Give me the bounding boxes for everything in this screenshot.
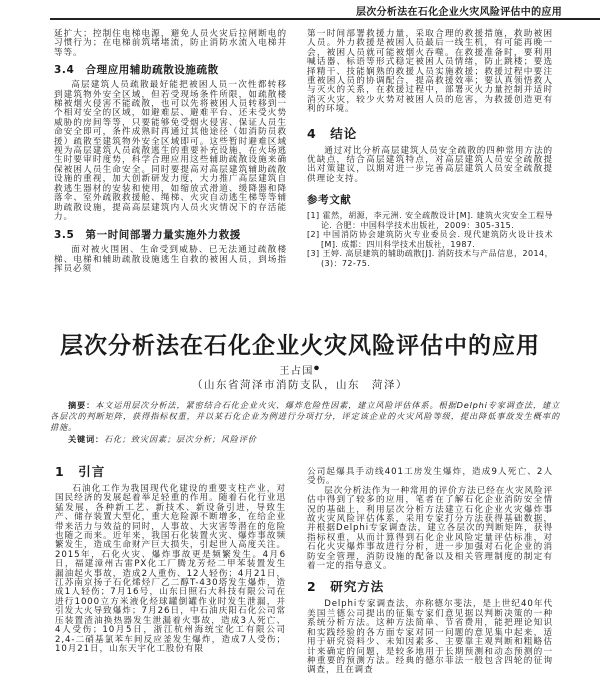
paragraph: 层次分析法作为一种常用的评价方法已经在火灾风险评估中得到了较多的应用，笔者在了解石化企业消防安全情况的基础上，利用层次分析方法建立石化企业火灾爆炸事故火灾风险评估体系，采用专家打分方法获得基础数据，并根据Delphi专家调查法，建立各层次的判断矩阵，获得指标权重，从而计算得到石化企业风险定量评估标准，对石化火灾爆炸事故进行分析，进一步加强对石化企业的消防安全管理，消防设施的配备以及相关管理制度的制定有着一定的指导意义。 — [307, 485, 553, 572]
prev-article-right-column — [307, 30, 553, 269]
keywords-label: 关键词： — [68, 434, 104, 444]
section-heading-2: 2 研究方法 — [307, 579, 385, 595]
prev-article-left-column — [54, 30, 287, 275]
abstract-label: 摘要： — [68, 400, 96, 410]
running-header: 层次分析法在石化企业火灾风险评估中的应用 — [356, 7, 562, 18]
section-heading-1: 1 引言 — [55, 464, 106, 479]
reference-item: [2] 中国消防协会建筑防火专业委员会. 现代建筑防火设计技术[M]. 成都：四川科学技术出版社，1987. — [307, 230, 553, 249]
paragraph: 通过对比分析高层建筑人员安全疏散的四种常用方法的优缺点，结合高层建筑特点，对高层建筑人员安全疏散提出对策建议，以期对进一步完善高层建筑人员安全疏散提供理论支持。 — [307, 145, 553, 184]
paragraph: 延扩大；控制住电梯电源，避免人员火灾后拉闸断电的习惯行为；在电梯前筑堵堵流，防止消防水流入电梯井等等。 — [54, 29, 287, 58]
article-title: 层次分析法在石化企业火灾风险评估中的应用 — [60, 332, 540, 359]
article-left-column — [55, 465, 286, 654]
affiliation: （山东省菏泽市消防支队，山东 菏泽） — [192, 379, 408, 391]
paragraph: 高层建筑人员疏散最好能把被困人员一次性都转移到建筑物外安全区域，但若受现场条件所限，如疏散楼梯被烟火侵害不能疏散，也可以先将被困人员转移到一个相对安全的区域，如避难层、避难平台、还未受火势威胁的房间等等，只要能够免受烟火侵害、保证人员生命安全即可，条件成熟时再通过其他途径（如消防员救援）疏散至建筑物外安全区域即可。这些暂时避难区域视为高层建筑人员疏散逃生的重要补充设施，在火场逃生时要审时度势，科学合理应用这些辅助疏散设施来确保被困人员生命安全。同时要提高对高层建筑辅助疏散设施的重视，加大创新研发力度，大力推广高层建筑自救逃生器材的安装和使用，如缩放式滑道、缓降器和降落伞、室外疏散救援舱、绳梯、火灾自动逃生梯等等辅助疏散设施，提高高层建筑内人员火灾情况下的存活能力。 — [54, 80, 287, 222]
paragraph: 公司起爆具手动线401工房发生爆炸，造成9人死亡、2人受伤。 — [307, 467, 553, 487]
author — [0, 362, 600, 377]
author-footnote-mark: ● — [313, 364, 321, 372]
keywords — [68, 434, 558, 445]
section-heading-4: 4 结论 — [307, 125, 358, 141]
header-rule — [50, 18, 600, 20]
author-name: 王占国 — [279, 366, 314, 377]
paragraph: 面对被火围困、生命受到威胁、已无法通过疏散楼梯、电梯和辅助疏散设施逃生自救的被困人员，到场指挥员必须 — [54, 245, 287, 275]
paragraph: 石油化工作为我国现代化建设的重要支柱产业，对国民经济的发展起着举足轻重的作用。随着石化行业迅猛发展，各种新工艺、新技术、新设备引进，导致生产、储存装置大型化，重大危险源不断增多，在给企业带来活力与效益的同时，人事故、大灾害等潜在的危险也随之而来。近年来，我国石化装置火灾、爆炸事故频繁发生，造成生命财产巨大损失，引起世人高度关注。2015年，石化火灾、爆炸事故更是频繁发生。4月6日，福建漳州古雷PX化工厂腾龙芳烃二甲苯装置发生漏油起火事故，造成2人重伤、12人轻伤；4月21日，江苏南京扬子石化烯烃厂乙二醇T-430塔发生爆炸，造成1人轻伤；7月16号，山东日照石大科技有限公司在进行1000立方米液化烃球罐倒罐作业时发生泄漏，并引发大火导致爆炸；7月26日，中石油庆阳石化公司常压装置渣油换热器发生泄漏着火事故，造成3人死亡、4人受伤；10月5日，浙江杭州海统宝化工有限公司2,4-二硝基氯苯车间反应釜发生爆炸，造成7人受伤；10月21日，山东天宇化工股份有限 — [55, 484, 286, 654]
reference-item: [3] 王婷. 高层建筑的辅助疏散[J]. 消防技术与产品信息，2014，(3)：72-75. — [307, 249, 553, 268]
section-heading-3-5: 3.5 第一时间部署力量实施外力救援 — [54, 229, 241, 242]
abstract-text: 本文运用层次分析法，紧密结合石化企业火灾、爆炸危险性因素，建立风险评估体系。根据Delphi专家调查法，建立各层次的判断矩阵，获得指标权重，并以某石化企业为例进行分项打分，评定该企业的火灾风险等级，提出降低事故发生概率的措施。 — [50, 400, 561, 432]
paragraph: 第一时间部署救援力量，采取合理的救援措施，救助被困人员。外力救援是被困人员最后一线生机，有可能再晚一会，被困人员就可能被烟火吞噬。在救援准备时，要利用喊话器、标语等形式稳定被困人员情绪，防止跳楼；要选择精干、技能娴熟的救援人员实施救援；救援过程中要注重被困人员的协调配合，提高救援效率；要认真领悟救人与灭火的关系，在救援过程中，部署灭火力量控制并适时消灭火灾，较少火势对被困人员的危害，为救援创造更有利的环境。 — [307, 29, 553, 115]
paragraph: Delphi专家调查法，亦称德尔斐法，是上世纪40年代美国兰德公司提出的征集专家们意见据以判断决策的一种系统分析方法。这种方法简单、节省费用，能把理论知识和实践经验的各方面专家对同一问题的意见集中起来，适用于研究资料少、未知因素多、主要靠主观判断和粗略估计来确定的问题，是较多地用于长期预测和动态预测的一种重要的预测方法。经典的德尔菲法一般包含四轮的征询调查，且在调查 — [307, 599, 553, 676]
keywords-text: 石化；致灾因素；层次分析；风险评价 — [103, 434, 257, 444]
article-right-column — [307, 468, 553, 676]
reference-item: [1] 霍然，胡源，李元洲. 安全疏散设计[M]. 建筑火灾安全工程导论. 合肥：中国科学技术出版社，2009：305-315. — [307, 211, 553, 230]
references-heading: 参考文献 — [307, 194, 352, 207]
abstract — [50, 400, 560, 433]
section-heading-3-4: 3.4 合理应用辅助疏散设施疏散 — [54, 64, 219, 77]
